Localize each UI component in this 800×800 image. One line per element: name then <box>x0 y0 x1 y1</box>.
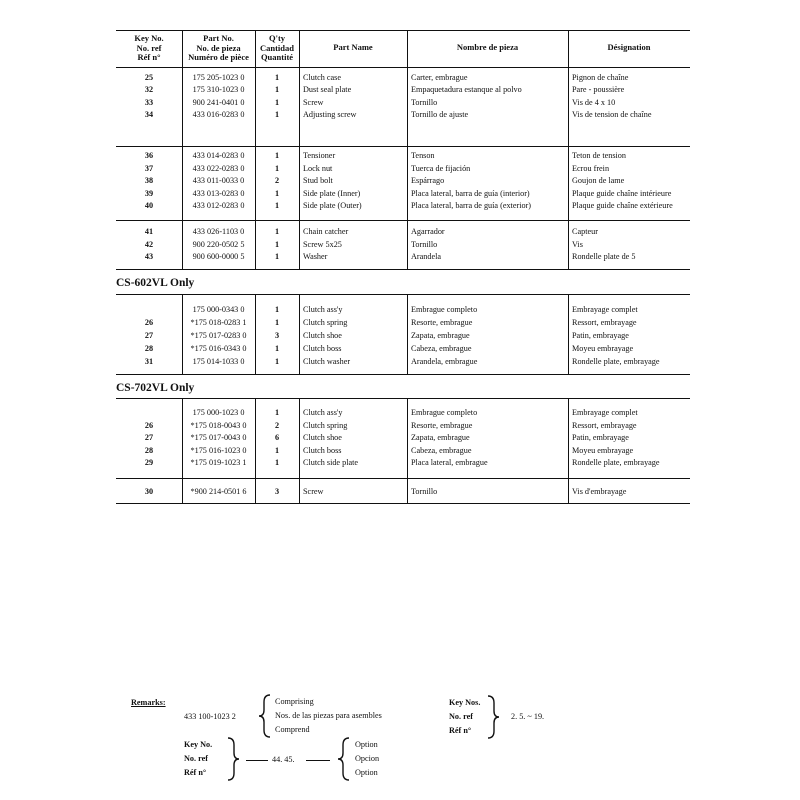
key-no-cell: 29 <box>144 458 154 468</box>
quantity-cell: 2 <box>274 176 280 186</box>
section-top-rule <box>116 398 690 399</box>
group-divider <box>116 146 690 147</box>
quantity-cell: 1 <box>274 357 280 366</box>
key-no-cell: 25 <box>144 73 154 82</box>
part-no-cell: 433 014-0283 0 <box>192 151 245 160</box>
table-top-rule <box>116 30 690 31</box>
quantity-cell: 1 <box>274 163 280 173</box>
quantity-cell: 3 <box>274 331 280 340</box>
no-ref-label: No. ref <box>184 754 208 763</box>
quantity-cell: 1 <box>274 227 280 236</box>
nombre-cell: Agarrador <box>411 227 445 236</box>
column-rule <box>299 398 300 503</box>
designation-cell: Vis de 4 x 10 <box>572 97 616 107</box>
remarks-part-no: 433 100-1023 2 <box>184 712 236 721</box>
part-no-cell: *175 016-0343 0 <box>190 344 247 353</box>
section-bottom-rule <box>116 503 690 504</box>
section-top-rule <box>116 294 690 295</box>
column-rule <box>299 30 300 269</box>
key-no-label: Key No. <box>184 740 213 749</box>
part-no-cell: 433 013-0283 0 <box>192 188 245 198</box>
quantity-cell: 1 <box>274 109 280 119</box>
part-no-cell: 900 241-0401 0 <box>192 97 245 107</box>
key-no-cell: 32 <box>144 85 154 95</box>
nombre-cell: Arandela <box>411 252 442 261</box>
part-name-cell: Clutch ass'y <box>303 408 343 417</box>
part-no-cell: *900 214-0501 6 <box>190 487 247 496</box>
part-name-cell: Clutch boss <box>303 344 342 353</box>
dash-rule <box>306 760 330 761</box>
designation-cell: Vis de tension de chaîne <box>572 109 652 119</box>
key-no-cell: 38 <box>144 176 154 186</box>
key-no-cell: 26 <box>144 318 154 327</box>
quantity-cell: 1 <box>274 151 280 160</box>
quantity-cell: 1 <box>274 97 280 107</box>
comprising-es: Nos. de las piezas para asembles <box>275 711 382 720</box>
part-name-cell: Clutch side plate <box>303 458 359 468</box>
quantity-cell: 1 <box>274 188 280 198</box>
nombre-cell: Zapata, embrague <box>411 331 470 340</box>
part-no-cell: 175 205-1023 0 <box>192 73 245 82</box>
quantity-cell: 1 <box>274 305 280 314</box>
nombre-cell: Tornillo de ajuste <box>411 109 469 119</box>
part-name-cell: Clutch shoe <box>303 433 342 443</box>
nombre-cell: Arandela, embrague <box>411 357 478 366</box>
part-no-cell: 175 000-1023 0 <box>192 408 245 417</box>
nombre-cell: Tornillo <box>411 239 438 249</box>
header-nombre: Nombre de pieza <box>456 42 519 52</box>
designation-cell: Rondelle plate de 5 <box>572 252 636 261</box>
right-brace-icon <box>226 737 240 781</box>
part-name-cell: Dust seal plate <box>303 85 352 95</box>
column-rule <box>568 30 569 269</box>
designation-cell: Plaque guide chaîne extérieure <box>572 201 673 211</box>
designation-cell: Pare - poussière <box>572 85 625 95</box>
key-no-cell: 42 <box>144 239 154 249</box>
part-name-cell: Clutch washer <box>303 357 351 366</box>
option-fr: Option <box>355 768 378 777</box>
option-keys: 44. 45. <box>272 755 295 764</box>
part-no-cell: *175 018-0283 1 <box>190 318 247 327</box>
part-no-cell: 433 016-0283 0 <box>192 109 245 119</box>
key-no-cell: 39 <box>144 188 154 198</box>
section-title-cs602vl: CS-602VL Only <box>116 277 195 289</box>
left-brace-icon <box>337 737 351 781</box>
ref-no-label: Réf n° <box>449 726 472 735</box>
section-divider <box>116 478 690 479</box>
ref-no-label: Réf n° <box>184 768 207 777</box>
key-no-cell: 36 <box>144 151 154 160</box>
part-name-cell: Clutch spring <box>303 318 348 327</box>
column-rule <box>407 398 408 503</box>
designation-cell: Embrayage complet <box>572 305 638 314</box>
key-no-cell: 26 <box>144 420 154 430</box>
nombre-cell: Carter, embrague <box>411 73 468 82</box>
designation-cell: Ressort, embrayage <box>572 318 637 327</box>
section-bottom-rule <box>116 374 690 375</box>
part-no-cell: 433 026-1103 0 <box>192 227 245 236</box>
key-no-cell: 28 <box>144 344 154 353</box>
column-rule <box>407 294 408 374</box>
part-no-cell: 900 600-0000 5 <box>192 252 245 261</box>
part-no-cell: *175 018-0043 0 <box>190 420 247 430</box>
column-rule <box>299 294 300 374</box>
quantity-cell: 1 <box>274 85 280 95</box>
part-name-cell: Screw 5x25 <box>303 239 342 249</box>
header-qty: Q'ty Cantidad Quantité <box>259 33 294 62</box>
designation-cell: Pignon de chaîne <box>572 73 629 82</box>
quantity-cell: 1 <box>274 445 280 455</box>
designation-cell: Teton de tension <box>572 151 626 160</box>
part-name-cell: Chain catcher <box>303 227 349 236</box>
part-no-cell: 900 220-0502 5 <box>192 239 245 249</box>
part-no-cell: *175 017-0043 0 <box>190 433 247 443</box>
designation-cell: Ressort, embrayage <box>572 420 637 430</box>
part-no-cell: 433 011-0033 0 <box>192 176 245 186</box>
key-no-cell: 41 <box>144 227 154 236</box>
part-no-cell: *175 017-0283 0 <box>190 331 247 340</box>
key-no-cell: 34 <box>144 109 154 119</box>
part-no-cell: 175 000-0343 0 <box>192 305 245 314</box>
option-en: Option <box>355 740 378 749</box>
part-name-cell: Clutch case <box>303 73 341 82</box>
remarks-label: Remarks: <box>131 698 166 707</box>
nombre-cell: Tenson <box>411 151 435 160</box>
designation-cell: Patin, embrayage <box>572 331 629 340</box>
nombre-cell: Embrague completo <box>411 408 478 417</box>
header-part-no: Part No. No. de pieza Numéro de pièce <box>188 33 249 62</box>
part-name-cell: Washer <box>303 252 328 261</box>
header-designation: Désignation <box>607 42 651 52</box>
part-name-cell: Side plate (Outer) <box>303 201 362 211</box>
part-name-cell: Side plate (Inner) <box>303 188 361 198</box>
part-name-cell: Lock nut <box>303 163 333 173</box>
part-name-cell: Adjusting screw <box>303 109 357 119</box>
column-rule <box>568 398 569 503</box>
quantity-cell: 3 <box>274 487 280 496</box>
designation-cell: Moyeu embrayage <box>572 344 634 353</box>
part-name-cell: Tensioner <box>303 151 336 160</box>
no-ref-label: No. ref <box>449 712 473 721</box>
quantity-cell: 1 <box>274 344 280 353</box>
group-divider <box>116 220 690 221</box>
designation-cell: Capteur <box>572 227 598 236</box>
key-no-cell: 28 <box>144 445 154 455</box>
key-no-cell: 31 <box>144 357 154 366</box>
nombre-cell: Espárrago <box>411 176 445 186</box>
designation-cell: Vis <box>572 239 583 249</box>
nombre-cell: Embrague completo <box>411 305 478 314</box>
section-title-cs702vl: CS-702VL Only <box>116 382 195 394</box>
nombre-cell: Cabeza, embrague <box>411 445 472 455</box>
quantity-cell: 1 <box>274 73 280 82</box>
column-rule <box>568 294 569 374</box>
quantity-cell: 2 <box>274 420 280 430</box>
column-rule <box>407 30 408 269</box>
key-nos-label: Key Nos. <box>449 698 481 707</box>
part-no-cell: 433 022-0283 0 <box>192 163 245 173</box>
left-brace-icon <box>258 694 272 738</box>
designation-cell: Plaque guide chaîne intérieure <box>572 188 672 198</box>
designation-cell: Embrayage complet <box>572 408 638 417</box>
designation-cell: Moyeu embrayage <box>572 445 634 455</box>
nombre-cell: Placa lateral, barra de guía (interior) <box>411 188 530 198</box>
part-no-cell: *175 016-1023 0 <box>190 445 247 455</box>
right-brace-icon <box>486 695 500 739</box>
nombre-cell: Placa lateral, barra de guía (exterior) <box>411 201 532 211</box>
option-es: Opcion <box>355 754 380 763</box>
quantity-cell: 1 <box>274 458 280 468</box>
part-no-cell: 433 012-0283 0 <box>192 201 245 211</box>
comprising-en: Comprising <box>275 697 314 706</box>
dash-rule <box>246 760 268 761</box>
key-no-cell: 27 <box>144 331 154 340</box>
part-name-cell: Stud bolt <box>303 176 333 186</box>
designation-cell: Goujon de lame <box>572 176 625 186</box>
nombre-cell: Tuerca de fijación <box>411 163 471 173</box>
nombre-cell: Zapata, embrague <box>411 433 470 443</box>
nombre-cell: Empaquetadura estanque al polvo <box>411 85 522 95</box>
part-name-cell: Clutch boss <box>303 445 342 455</box>
nombre-cell: Placa lateral, embrague <box>411 458 488 468</box>
part-name-cell: Screw <box>303 97 324 107</box>
part-no-cell: 175 014-1033 0 <box>192 357 245 366</box>
comprising-fr: Comprend <box>275 725 310 734</box>
nombre-cell: Tornillo <box>411 97 438 107</box>
key-no-cell: 37 <box>144 163 154 173</box>
designation-cell: Rondelle plate, embrayage <box>572 357 660 366</box>
header-part-name: Part Name <box>333 42 373 52</box>
key-range: 2. 5. ~ 19. <box>511 712 545 721</box>
designation-cell: Vis d'embrayage <box>572 487 627 496</box>
part-name-cell: Clutch spring <box>303 420 348 430</box>
nombre-cell: Tornillo <box>411 487 438 496</box>
part-name-cell: Screw <box>303 487 324 496</box>
quantity-cell: 1 <box>274 239 280 249</box>
key-no-cell: 33 <box>144 97 154 107</box>
designation-cell: Patin, embrayage <box>572 433 629 443</box>
nombre-cell: Resorte, embrague <box>411 420 473 430</box>
part-name-cell: Clutch ass'y <box>303 305 343 314</box>
key-no-cell: 27 <box>144 433 154 443</box>
quantity-cell: 1 <box>274 201 280 211</box>
part-no-cell: 175 310-1023 0 <box>192 85 245 95</box>
key-no-cell: 30 <box>144 487 154 496</box>
key-no-cell: 43 <box>144 252 154 261</box>
header-bottom-rule <box>116 67 690 68</box>
header-key-no: Key No. No. ref Réf n° <box>134 33 164 62</box>
designation-cell: Rondelle plate, embrayage <box>572 458 660 468</box>
key-no-cell: 40 <box>144 201 154 211</box>
part-no-cell: *175 019-1023 1 <box>190 458 247 468</box>
quantity-cell: 1 <box>274 318 280 327</box>
nombre-cell: Cabeza, embrague <box>411 344 472 353</box>
quantity-cell: 1 <box>274 408 280 417</box>
quantity-cell: 1 <box>274 252 280 261</box>
nombre-cell: Resorte, embrague <box>411 318 473 327</box>
quantity-cell: 6 <box>274 433 280 443</box>
table-bottom-rule <box>116 269 690 270</box>
part-name-cell: Clutch shoe <box>303 331 342 340</box>
designation-cell: Ecrou frein <box>572 163 610 173</box>
